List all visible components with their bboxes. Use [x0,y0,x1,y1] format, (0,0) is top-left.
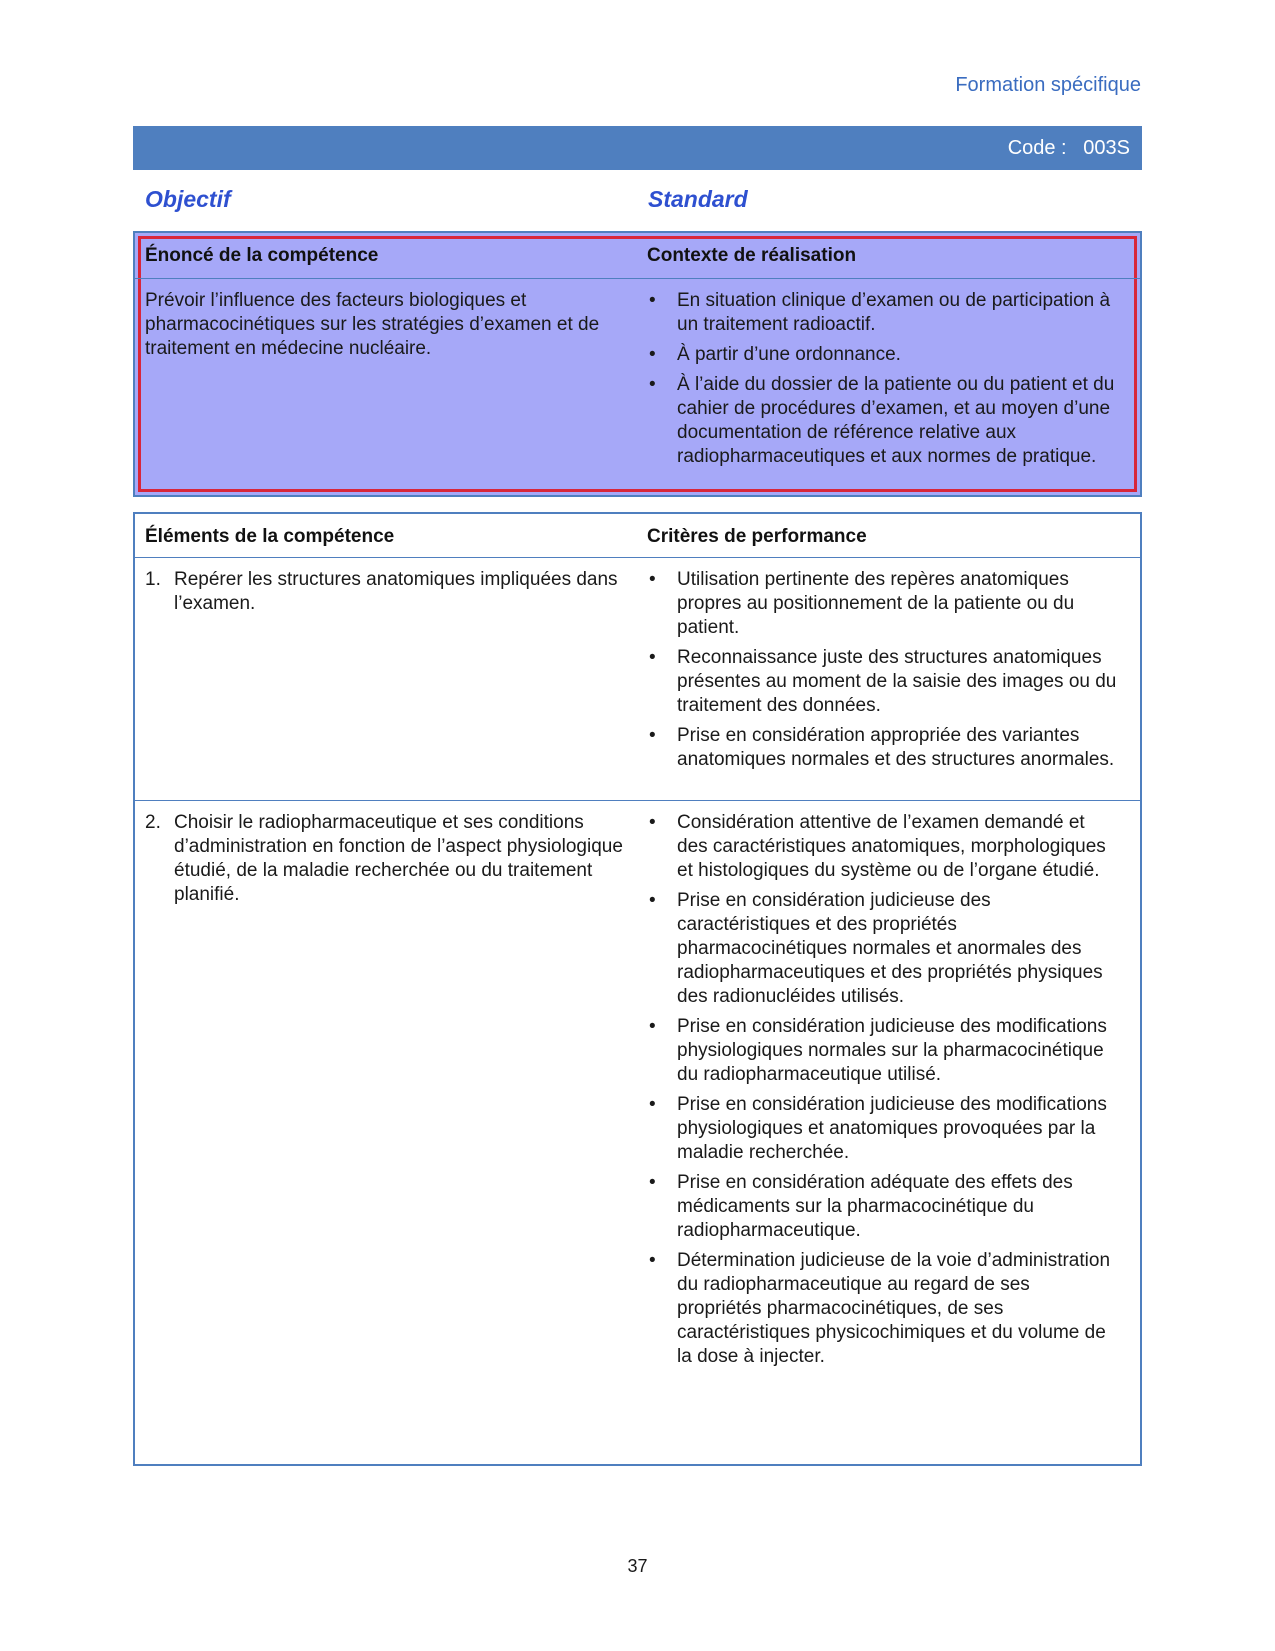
criteria-item: • Prise en considération appropriée des variantes anatomiques normales et des structures anormales. [649,725,1115,770]
document-label: Formation spécifique [955,74,1141,96]
element-text: Repérer les structures anatomiques impliquées dans l’examen. [174,569,618,614]
element-number: 1. [145,569,161,590]
criteria-item: • Prise en considération judicieuse des modifications physiologiques et anatomiques provoquées par la maladie recherchée. [649,1094,1107,1163]
context-list [647,289,1117,475]
elements-table [133,512,1142,1466]
element-row [135,558,1140,800]
statement-column-header: Énoncé de la compétence [145,245,379,266]
context-item: • À l’aide du dossier de la patiente ou du patient et du cahier de procédures d’examen, et au moyen d’une documentation de référence relative aux radiopharmaceutiques et aux normes de pratique. [649,374,1115,467]
context-column-header: Contexte de réalisation [647,245,857,266]
competency-table-header [135,233,1140,279]
section-headings [145,186,1135,216]
criteria-item: • Utilisation pertinente des repères anatomiques propres au positionnement de la patiente ou du patient. [649,569,1075,638]
context-item: • À partir d’une ordonnance. [649,344,901,365]
criteria-item: • Prise en considération judicieuse des caractéristiques et des propriétés pharmacocinétiques normales et anormales des radiopharmaceutiques et des propriétés physiques des radionucléides utilisés. [649,890,1103,1007]
criteria-list [647,811,1117,1375]
criteria-item: • Considération attentive de l’examen demandé et des caractéristiques anatomiques, morphologiques et histologiques du système ou de l’organe étudié. [649,812,1106,881]
criteria-item: • Prise en considération adéquate des effets des médicaments sur la pharmacocinétique du radiopharmaceutique. [649,1172,1073,1241]
element-item [145,811,625,907]
element-text: Choisir le radiopharmaceutique et ses conditions d’administration en fonction de l’aspect physiologique étudié, de la maladie recherchée ou du traitement planifié. [174,812,623,905]
element-row [135,800,1140,1464]
standard-heading: Standard [648,186,748,212]
elements-column-header: Éléments de la compétence [145,526,395,547]
course-code: Code : 003S [1007,137,1130,159]
element-item [145,568,625,616]
element-number: 2. [145,812,161,833]
competency-table [133,231,1142,497]
criteria-column-header: Critères de performance [647,526,867,547]
criteria-list [647,568,1117,778]
criteria-item: • Reconnaissance juste des structures anatomiques présentes au moment de la saisie des images ou du traitement des données. [649,647,1117,716]
criteria-item: • Détermination judicieuse de la voie d’administration du radiopharmaceutique au regard de ses propriétés pharmacocinétiques, de ses caractéristiques physicochimiques et du volume de la dose à injecter. [649,1250,1111,1367]
context-item: • En situation clinique d’examen ou de participation à un traitement radioactif. [649,290,1111,335]
competency-row [135,279,1140,493]
code-banner [133,126,1142,170]
objectif-heading: Objectif [145,186,231,212]
page-number: 37 [627,1556,648,1576]
competency-statement: Prévoir l’influence des facteurs biologiques et pharmacocinétiques sur les stratégies d’examen et de traitement en médecine nucléaire. [145,290,600,359]
elements-table-header [135,514,1140,558]
criteria-item: • Prise en considération judicieuse des modifications physiologiques normales sur la pharmacocinétique du radiopharmaceutique utilisé. [649,1016,1107,1085]
